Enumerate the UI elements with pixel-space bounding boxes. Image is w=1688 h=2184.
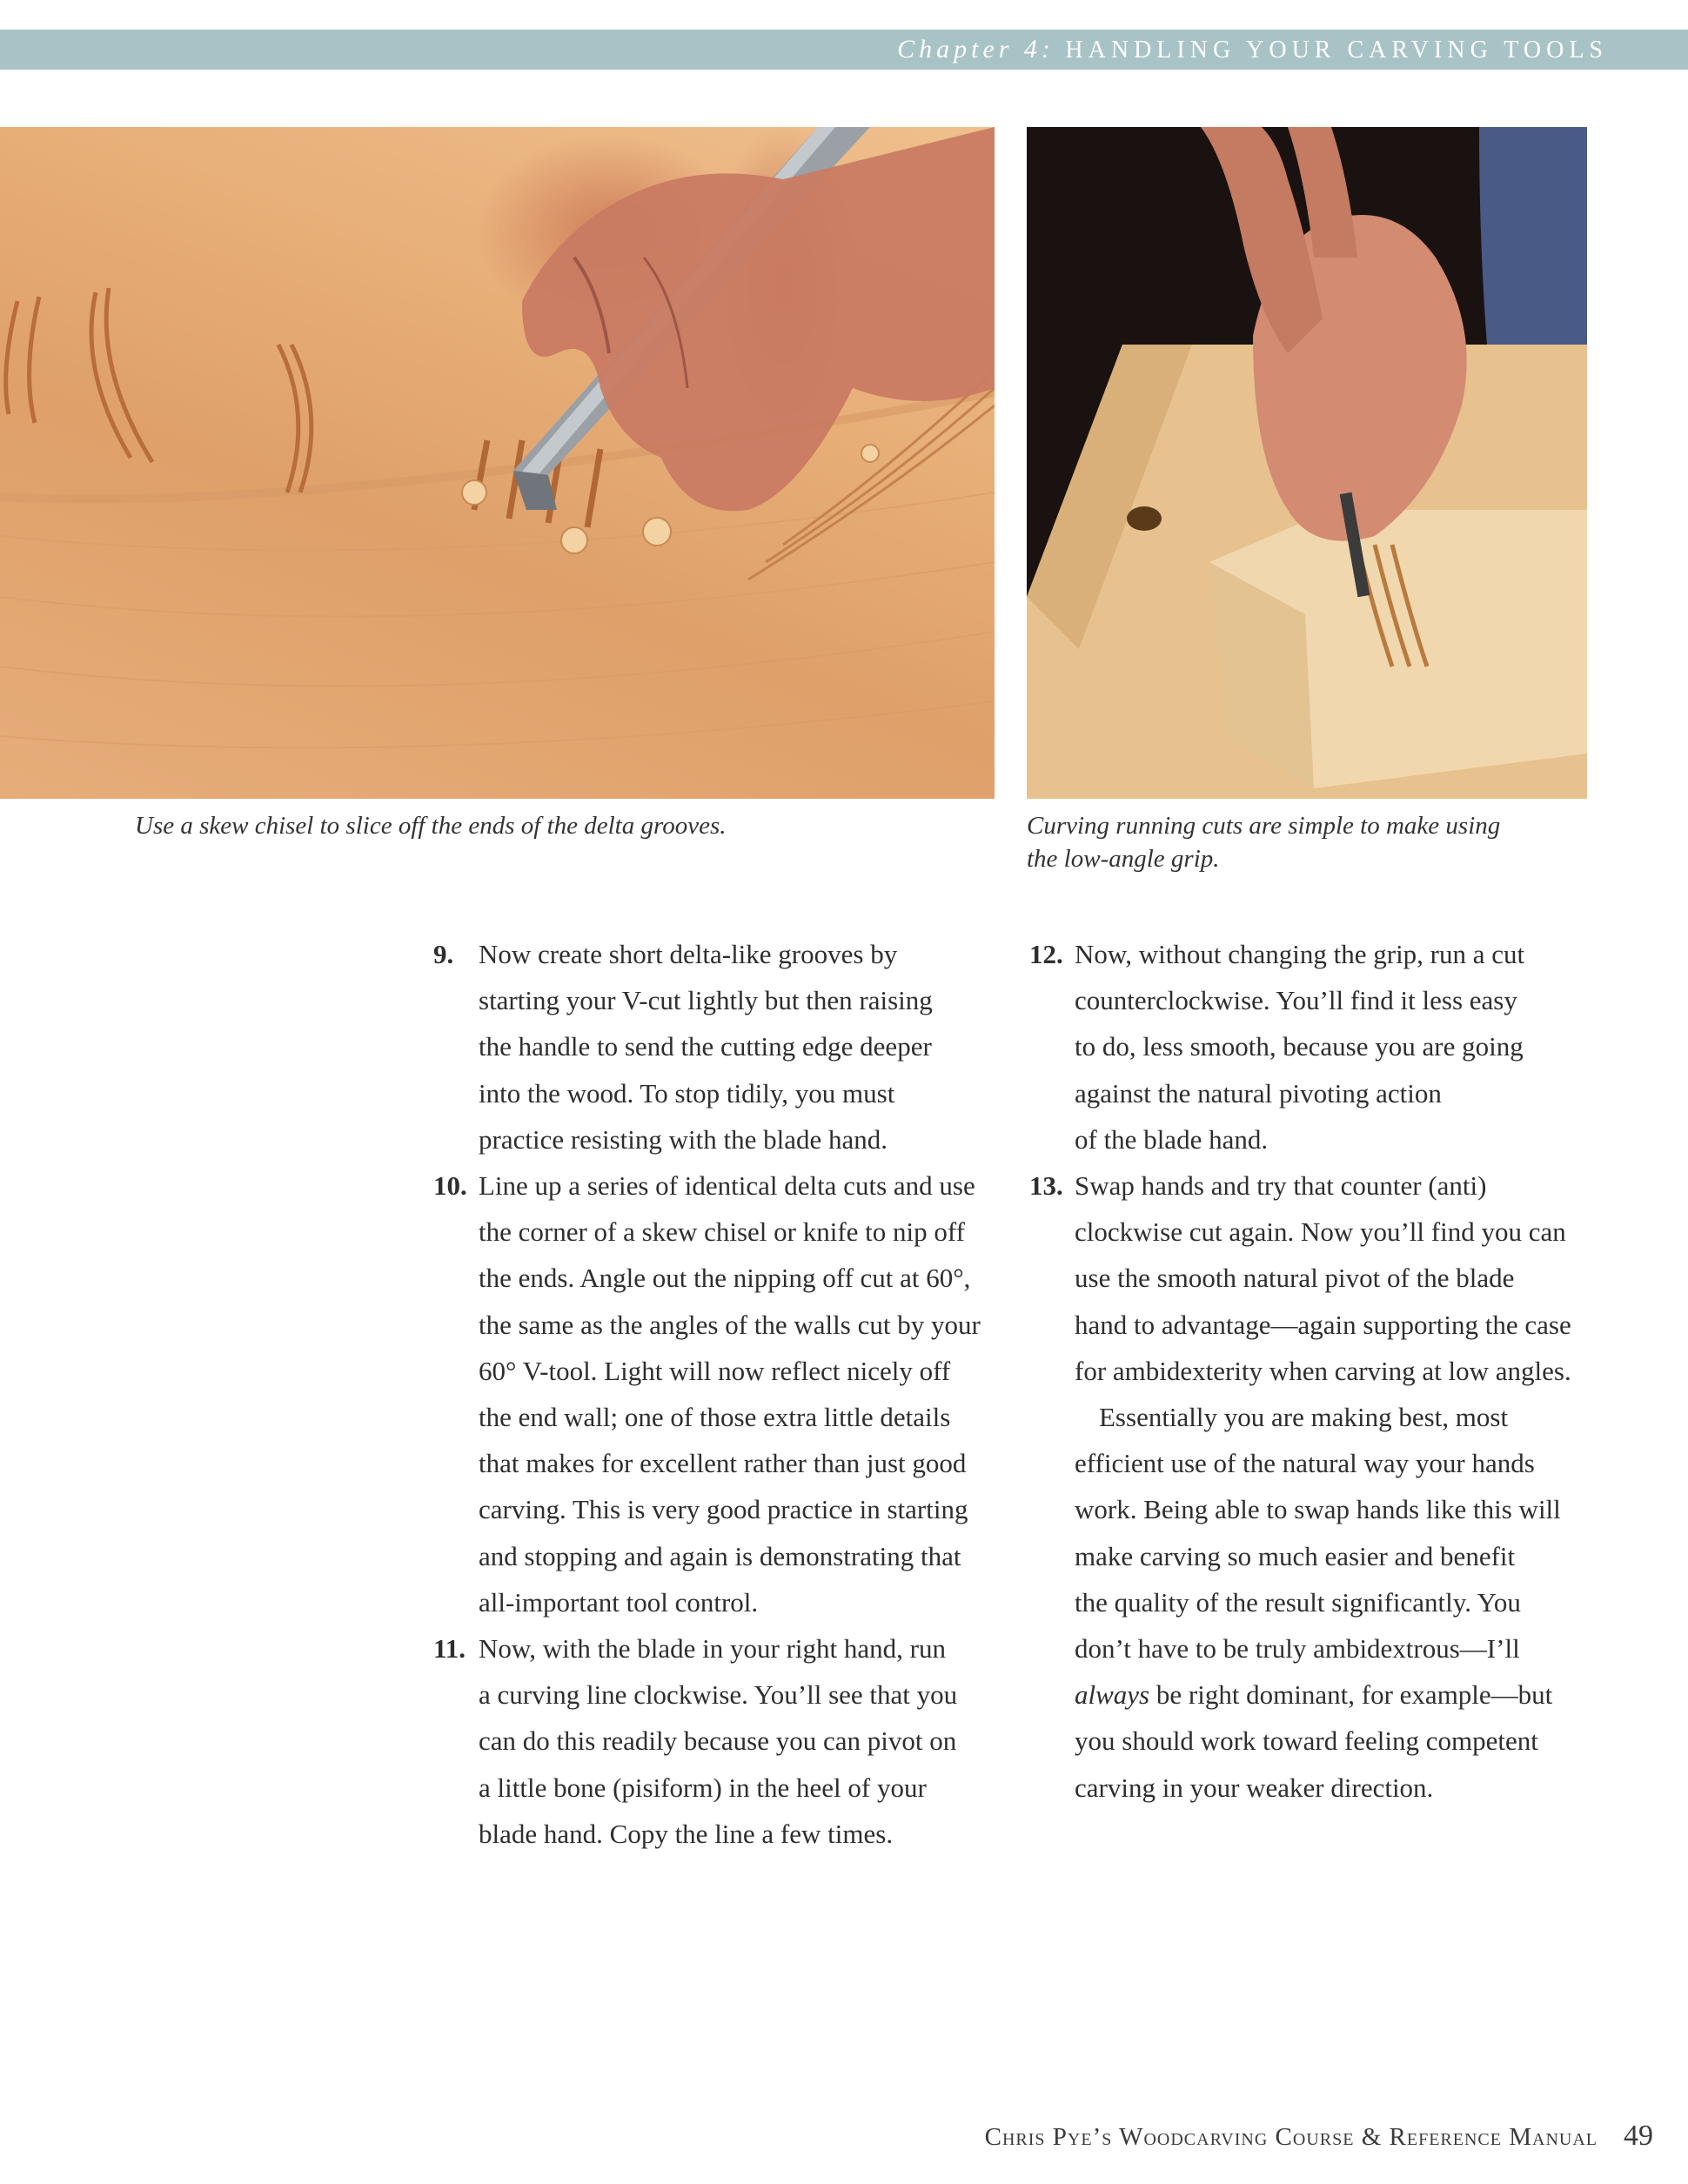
step-item bbox=[433, 931, 999, 1162]
step-line: into the wood. To stop tidily, you must bbox=[479, 1077, 895, 1109]
paragraph-line: you should work toward feeling competent bbox=[1075, 1725, 1538, 1757]
step-line: Swap hands and try that counter (anti) bbox=[1075, 1170, 1487, 1202]
step-number: 10. bbox=[433, 1170, 467, 1202]
step-line: against the natural pivoting action bbox=[1075, 1077, 1442, 1109]
step-item bbox=[1029, 931, 1595, 1162]
paragraph-line-mixed bbox=[1075, 1671, 1595, 1718]
step-line: a little bone (pisiform) in the heel of your bbox=[479, 1772, 927, 1803]
caption-right-line: the low-angle grip. bbox=[1027, 845, 1220, 873]
step-line: and stopping and again is demonstrating that bbox=[479, 1540, 961, 1571]
step-line: starting your V-cut lightly but then raising bbox=[479, 985, 933, 1016]
photo-low-angle-grip-illustration bbox=[1027, 127, 1587, 799]
chapter-header-bar bbox=[0, 30, 1688, 70]
paragraph-line: don’t have to be truly ambidextrous—I’ll bbox=[1075, 1633, 1520, 1665]
step-line: Now, with the blade in your right hand, run bbox=[479, 1633, 946, 1665]
paragraph-line: Essentially you are making best, most bbox=[1099, 1402, 1509, 1433]
paragraph-line: carving in your weaker direction. bbox=[1075, 1772, 1434, 1803]
step-line: that makes for excellent rather than just good bbox=[479, 1448, 967, 1479]
step-line: of the blade hand. bbox=[1075, 1123, 1269, 1155]
step-line: blade hand. Copy the line a few times. bbox=[479, 1818, 894, 1849]
step-item bbox=[433, 1625, 999, 1857]
chapter-title: HANDLING YOUR CARVING TOOLS bbox=[1065, 37, 1608, 64]
step-line: carving. This is very good practice in starting bbox=[479, 1494, 968, 1525]
paragraph-line: efficient use of the natural way your hands bbox=[1075, 1448, 1535, 1479]
caption-right-line: Curving running cuts are simple to make using bbox=[1027, 812, 1501, 840]
step-line: the corner of a skew chisel or knife to nip off bbox=[479, 1216, 965, 1248]
step-line: counterclockwise. You’ll find it less easy bbox=[1075, 985, 1517, 1016]
step-line: practice resisting with the blade hand. bbox=[479, 1123, 888, 1155]
paragraph-line-rest: be right dominant, for example—but bbox=[1149, 1679, 1553, 1711]
step-item bbox=[1029, 1162, 1595, 1394]
chapter-header bbox=[897, 31, 1608, 69]
step-line: the same as the angles of the walls cut by your bbox=[479, 1309, 981, 1340]
paragraph-line: the quality of the result significantly. You bbox=[1075, 1586, 1521, 1618]
photo-skew-chisel bbox=[0, 127, 995, 799]
paragraph-line: work. Being able to swap hands like this will bbox=[1075, 1494, 1561, 1525]
caption-left: Use a skew chisel to slice off the ends of the delta grooves. bbox=[135, 812, 727, 840]
photo-skew-chisel-illustration bbox=[0, 127, 995, 799]
step-number: 12. bbox=[1029, 939, 1063, 969]
step-line: Line up a series of identical delta cuts and use bbox=[479, 1170, 975, 1202]
step-line: the handle to send the cutting edge deeper bbox=[479, 1031, 932, 1062]
step-line: a curving line clockwise. You’ll see that you bbox=[479, 1679, 958, 1711]
step-line: all-important tool control. bbox=[479, 1586, 759, 1618]
step-line: to do, less smooth, because you are going bbox=[1075, 1031, 1524, 1062]
step-line: clockwise cut again. Now you’ll find you can bbox=[1075, 1216, 1566, 1248]
page-number: 49 bbox=[1624, 2120, 1653, 2152]
step-item bbox=[433, 1162, 999, 1625]
text-column-right bbox=[1029, 931, 1595, 1811]
step-number: 13. bbox=[1029, 1170, 1063, 1202]
chapter-label: Chapter 4: bbox=[897, 35, 1055, 64]
step-line: can do this readily because you can pivot on bbox=[479, 1725, 957, 1757]
step-number: 9. bbox=[433, 939, 454, 969]
closing-paragraph-body bbox=[1029, 1440, 1595, 1811]
closing-paragraph bbox=[1029, 1394, 1595, 1440]
step-line: Now, without changing the grip, run a cut bbox=[1075, 939, 1525, 969]
step-line: the ends. Angle out the nipping off cut at 60°, bbox=[479, 1263, 971, 1294]
step-line: hand to advantage—again supporting the case bbox=[1075, 1309, 1571, 1340]
step-line: for ambidexterity when carving at low angles. bbox=[1075, 1355, 1571, 1386]
step-line: 60° V-tool. Light will now reflect nicely off bbox=[479, 1355, 951, 1386]
step-line: use the smooth natural pivot of the blade bbox=[1075, 1263, 1515, 1294]
paragraph-line: make carving so much easier and benefit bbox=[1075, 1540, 1516, 1571]
book-title: Chris Pye’s Woodcarving Course & Reference Manual bbox=[984, 2123, 1598, 2151]
step-line: Now create short delta-like grooves by bbox=[479, 939, 898, 969]
page-footer bbox=[985, 2120, 1653, 2153]
step-number: 11. bbox=[433, 1633, 466, 1665]
step-line: the end wall; one of those extra little details bbox=[479, 1402, 951, 1433]
text-column-left bbox=[433, 931, 999, 1857]
photo-low-angle-grip bbox=[1027, 127, 1587, 799]
caption-right bbox=[1027, 809, 1584, 875]
emphasis-word: always bbox=[1075, 1679, 1150, 1711]
